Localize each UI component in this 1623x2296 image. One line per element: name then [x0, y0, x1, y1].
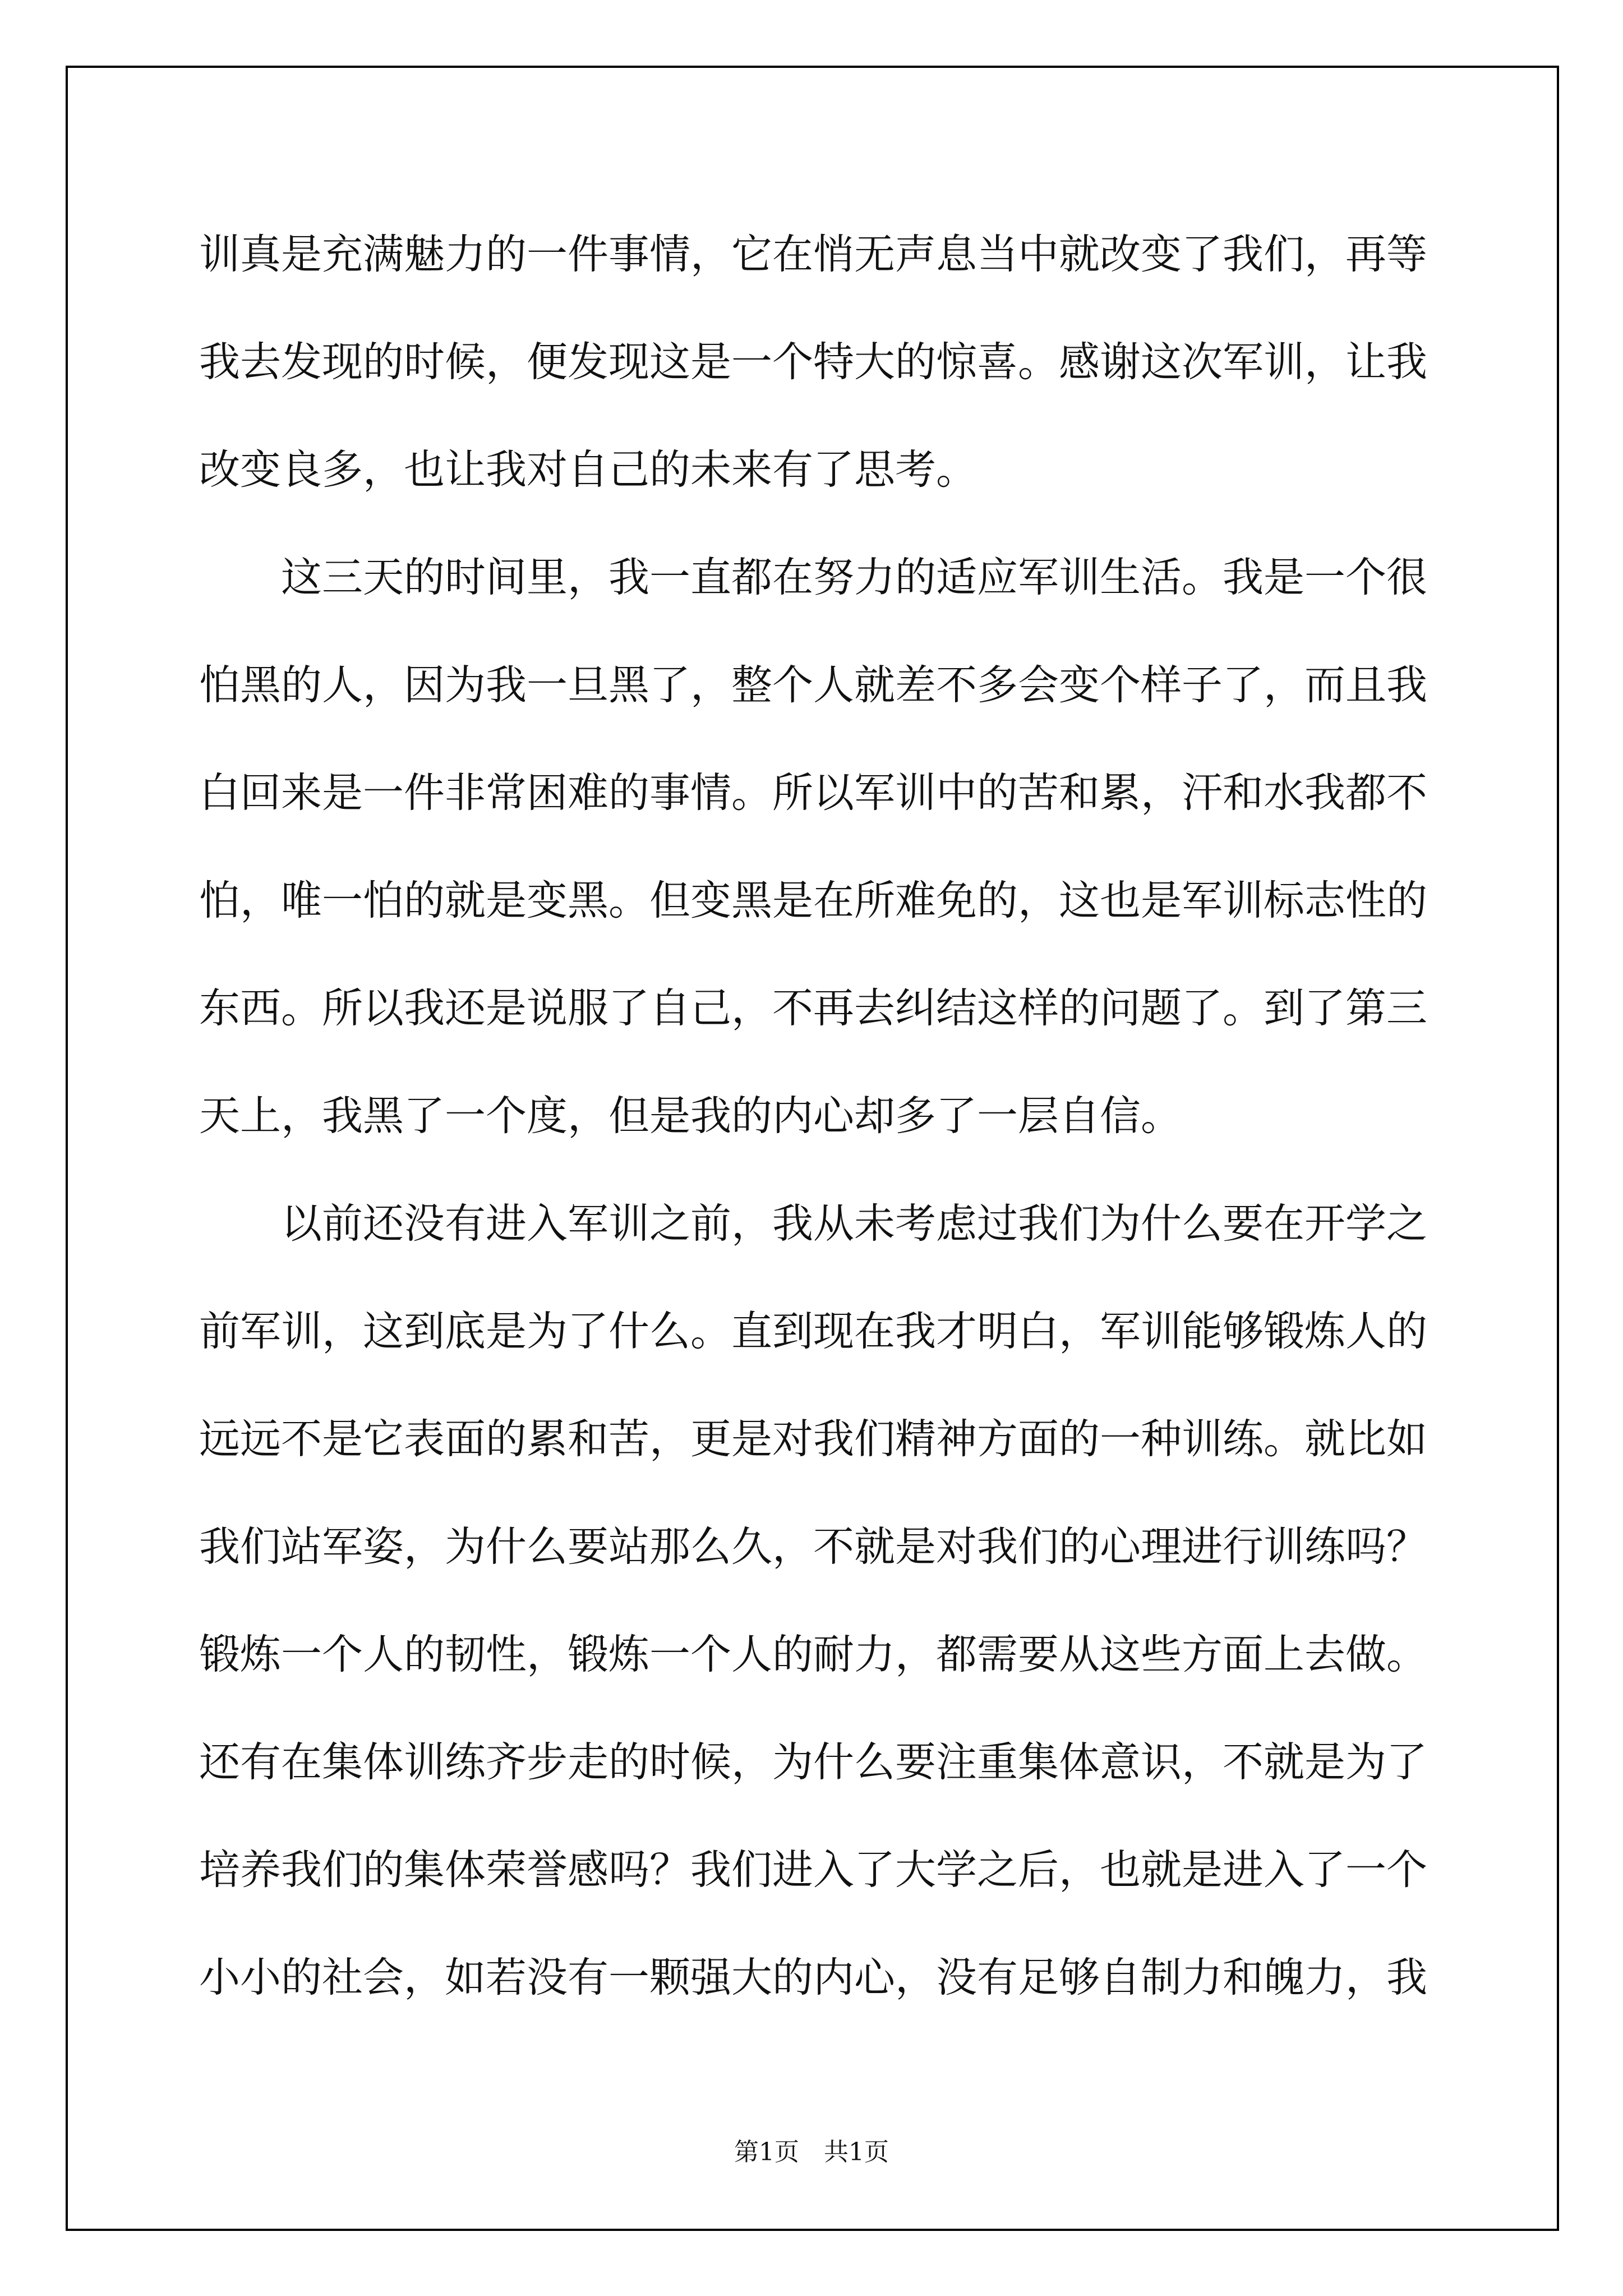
text-line: 怕，唯一怕的就是变黑。但变黑是在所难免的，这也是军训标志性的	[199, 877, 1427, 924]
text-line: 小小的社会，如若没有一颗强大的内心，没有足够自制力和魄力，我	[199, 1954, 1427, 2001]
text-line: 训真是充满魅力的一件事情，它在悄无声息当中就改变了我们，再等	[199, 231, 1427, 278]
text-line: 怕黑的人，因为我一旦黑了，整个人就差不多会变个样子了，而且我	[199, 661, 1427, 709]
text-line: 锻炼一个人的韧性，锻炼一个人的耐力，都需要从这些方面上去做。	[199, 1631, 1427, 1678]
text-line: 白回来是一件非常困难的事情。所以军训中的苦和累，汗和水我都不	[199, 769, 1427, 817]
text-line: 我去发现的时候，便发现这是一个特大的惊喜。感谢这次军训，让我	[199, 338, 1427, 386]
text-line: 远远不是它表面的累和苦，更是对我们精神方面的一种训练。就比如	[199, 1415, 1427, 1463]
document-body	[199, 201, 1427, 2032]
page-footer: 第1页 共1页	[734, 2138, 889, 2166]
text-line: 以前还没有进入军训之前，我从未考虑过我们为什么要在开学之	[199, 1200, 1427, 1248]
text-line: 还有在集体训练齐步走的时候，为什么要注重集体意识，不就是为了	[199, 1738, 1427, 1786]
text-line: 东西。所以我还是说服了自己，不再去纠结这样的问题了。到了第三	[199, 984, 1427, 1032]
text-line: 这三天的时间里，我一直都在努力的适应军训生活。我是一个很	[199, 554, 1427, 601]
text-line: 改变良多，也让我对自己的未来有了思考。	[199, 446, 977, 494]
text-line: 天上，我黑了一个度，但是我的内心却多了一层自信。	[199, 1092, 1182, 1140]
text-line: 前军训，这到底是为了什么。直到现在我才明白，军训能够锻炼人的	[199, 1308, 1427, 1355]
text-line: 培养我们的集体荣誉感吗？我们进入了大学之后，也就是进入了一个	[199, 1846, 1427, 1894]
text-line: 我们站军姿，为什么要站那么久，不就是对我们的心理进行训练吗？	[199, 1523, 1427, 1571]
